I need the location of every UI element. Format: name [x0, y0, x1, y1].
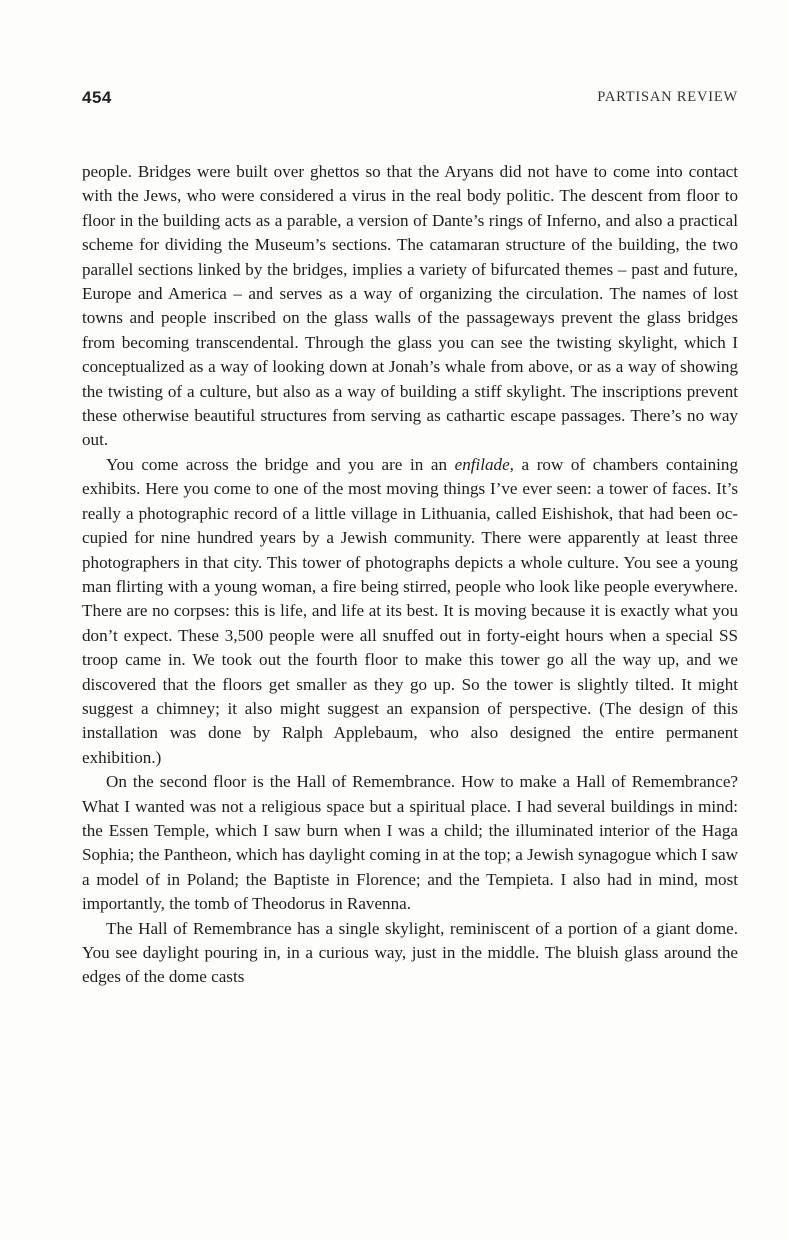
page-number: 454	[82, 88, 112, 107]
italic-term: enfilade,	[454, 454, 514, 474]
paragraph	[82, 160, 738, 453]
paragraph	[82, 917, 738, 990]
paragraph	[82, 453, 738, 770]
paragraph-text: On the second floor is the Hall of Remembrance. How to make a Hall of Remembrance? What I wanted was not a religious space but a spiritual place. I had several buildings in mind: the Essen Temple, which I saw burn when I was a child; the illuminated interior of the Haga Sophia; the Pantheon, which has daylight coming in at the top; a Jewish synagogue which I saw a model of in Poland; the Baptiste in Florence; and the Tempieta. I also had in mind, most importantly, the tomb of Theodorus in Ravenna.	[82, 772, 738, 914]
body-text	[82, 160, 738, 990]
paragraph-text: a row of chambers containing exhibits. Here you come to one of the most moving things I’ve ever seen: a tower of faces. It’s really a photographic record of a little village in Lithuania, called Eishishok, that had been occupied for nine hundred years by a Jewish community. There were apparently at least three photographers in that city. This tower of photographs depicts a whole culture. You see a young man flirting with a young woman, a fire being stirred, people who look like people everywhere. There are no corpses: this is life, and life at its best. It is moving because it is exactly what you don’t expect. These 3,500 people were all snuffed out in forty-eight hours when a special SS troop came in. We took out the fourth floor to make this tower go all the way up, and we discovered that the floors get smaller as they go up. So the tower is slightly tilted. It might suggest a chimney; it also might suggest an expansion of perspective. (The design of this installation was done by Ralph Applebaum, who also designed the entire permanent exhibition.)	[82, 454, 738, 767]
paragraph-text: people. Bridges were built over ghettos so that the Aryans did not have to come into contact with the Jews, who were considered a virus in the real body politic. The descent from floor to floor in the building acts as a parable, a version of Dante’s rings of Inferno, and also a practical scheme for dividing the Museum’s sections. The catamaran structure of the building, the two parallel sections linked by the bridges, implies a variety of bifurcated themes – past and future, Europe and America – and serves as a way of organizing the circulation. The names of lost towns and people inscribed on the glass walls of the passageways prevent the glass bridges from becoming transcendental. Through the glass you can see the twisting skylight, which I conceptualized as a way of looking down at Jonah’s whale from above, or as a way of showing the twisting of a culture, but also as a way of building a stiff skylight. The inscriptions prevent these otherwise beautiful structures from serving as cathartic escape passages. There’s no way out.	[82, 162, 738, 450]
paragraph-text: You come across the bridge and you are in an	[106, 454, 455, 474]
paragraph	[82, 770, 738, 916]
paragraph-text: The Hall of Remembrance has a single skylight, reminiscent of a portion of a giant dome. You see daylight pouring in, in a curious way, just in the middle. The bluish glass around the edges of the dome casts	[82, 918, 738, 987]
running-head	[82, 88, 738, 112]
journal-title: PARTISAN REVIEW	[597, 89, 738, 105]
